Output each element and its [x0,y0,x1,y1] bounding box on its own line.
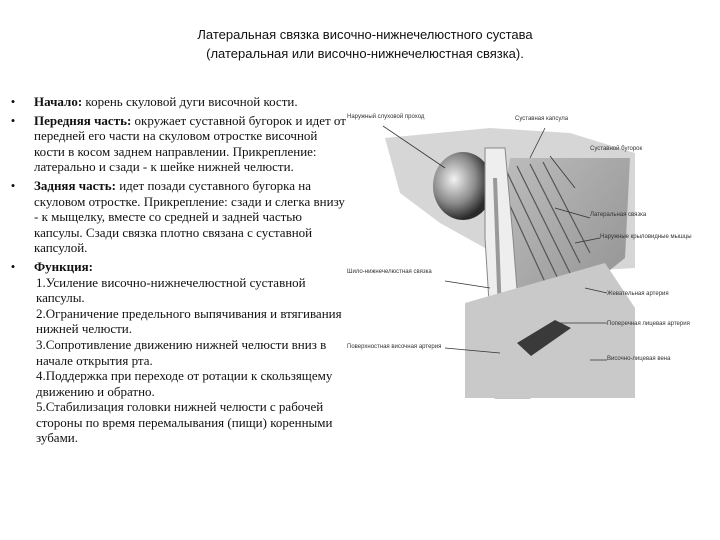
anterior-label: Передняя часть: [34,112,132,128]
label-ear: Наружный слуховой проход [347,114,425,120]
label-temporal-artery: Поверхностная височная артерия [347,344,442,350]
origin-label: Начало: [34,94,83,109]
label-stylomandibular: Шило-нижнечелюстная связка [347,269,432,275]
function-list [34,275,348,447]
bullet-item-origin [8,94,348,110]
bullet-marker: • [10,177,16,193]
bullet-item-posterior [8,178,348,256]
function-label: Функция: [34,258,93,274]
bullet-item-anterior [8,113,348,175]
posterior-text: идет позади суставного бугорка на скуловом отростке. Прикрепление: сзади и слегка внизу - к мыщелку, вместе со средней и задней частью капсулы. Сзади связка плотно связана с суставной капсулой. [34,177,345,256]
bullet-marker: • [10,258,16,274]
condyle-head [433,152,493,220]
slide-title [150,25,580,63]
function-item-2: 2.Ограничение предельного выпячивания и втягивания нижней челюсти. [36,305,342,337]
bullet-item-function [8,259,348,446]
label-lateral-lig: Латеральная связка [590,212,647,218]
anatomy-illustration [345,98,692,398]
label-tubercle: Суставной бугорок [590,146,643,152]
bullet-list [8,94,348,449]
label-capsule: Суставная капсула [515,116,569,122]
anatomy-svg [345,98,692,398]
label-pterygoid: Наружные крыловидные мышцы [600,234,692,240]
label-transverse-artery: Поперечная лицевая артерия [607,321,690,327]
label-facial-vein: Височно-лицевая вена [607,356,671,362]
bullet-marker: • [10,94,16,109]
bullet-marker: • [10,112,16,128]
label-maxillary-artery: Жевательная артерия [607,291,669,297]
title-line-2: (латеральная или височно-нижнечелюстная связка). [206,46,524,61]
function-item-3: 3.Сопротивление движению нижней челюсти вниз в начале открытия рта. [36,336,327,368]
anterior-text: окружает суставной бугорок и идет от передней его части на скуловом отростке височной кости в косом заднем направлении. Прикрепление: латерально и сзади - к шейке нижней челюсти. [34,112,346,175]
posterior-label: Задняя часть: [34,177,116,193]
function-item-5: 5.Стабилизация головки нижней челюсти с рабочей стороны по время перемалывания (пищи) коренными зубами. [36,399,333,446]
origin-text: корень скуловой дуги височной кости. [82,94,298,109]
function-item-4: 4.Поддержка при переходе от ротации к скользящему движению и обратно. [36,368,333,399]
function-item-1: 1.Усиление височно-нижнечелюстной суставной капсулы. [36,274,306,306]
title-line-1: Латеральная связка височно-нижнечелюстного сустава [197,27,533,42]
